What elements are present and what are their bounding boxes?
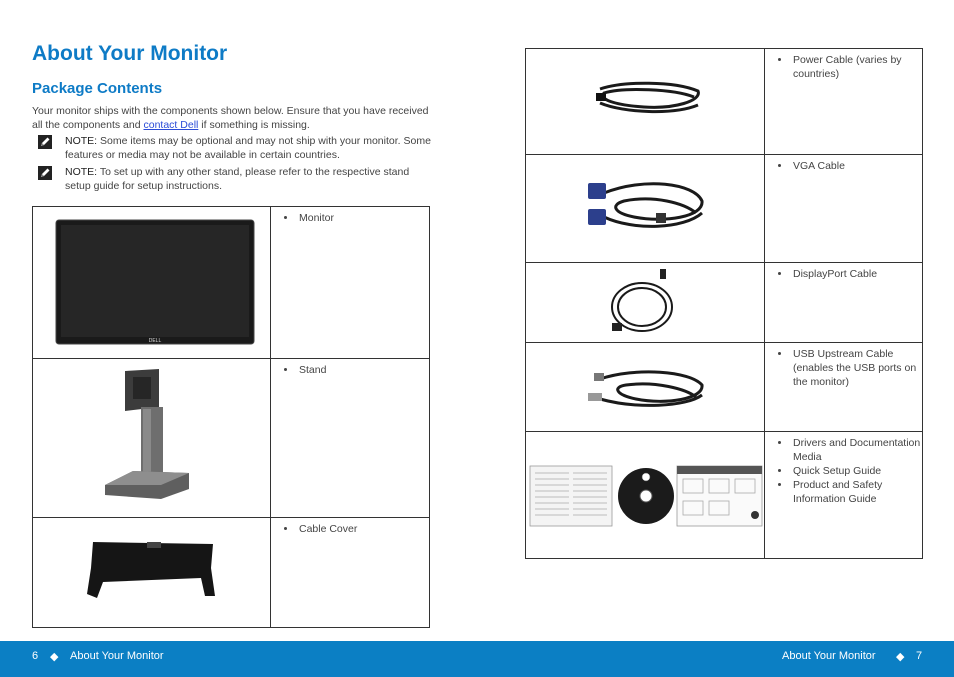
table-row — [526, 155, 923, 263]
list-item: • Cable Cover — [297, 522, 429, 536]
item-list — [271, 211, 429, 225]
item-list — [765, 267, 922, 281]
item-list — [765, 436, 922, 506]
list-item: • Drivers and Documentation Media — [791, 436, 922, 464]
page-title: About Your Monitor — [32, 42, 228, 65]
footer-diamond-icon: ◆ — [896, 651, 905, 663]
displayport-cable-image — [608, 267, 678, 339]
description-cell — [765, 155, 923, 263]
usb-upstream-cable-image — [586, 365, 706, 409]
image-cell — [526, 263, 765, 343]
note-pencil-icon — [38, 166, 52, 180]
package-contents-table-right — [525, 48, 923, 559]
note-text: To set up with any other stand, please refer to the respective stand setup guide for setup instructions. — [65, 166, 410, 192]
table-row — [33, 207, 430, 359]
item-list — [765, 53, 922, 81]
table-row — [526, 432, 923, 559]
table-row — [526, 263, 923, 343]
table-row — [33, 518, 430, 628]
note-label: NOTE: — [65, 166, 98, 178]
list-item: • USB Upstream Cable (enables the USB ports on the monitor) — [791, 347, 922, 389]
list-item: • Quick Setup Guide — [791, 464, 922, 478]
list-item: • Stand — [297, 363, 429, 377]
image-cell — [33, 359, 271, 518]
table-row — [526, 49, 923, 155]
item-list — [765, 347, 922, 389]
description-cell — [765, 432, 923, 559]
page-number-right: 7 — [916, 650, 923, 662]
package-contents-table-left — [32, 206, 430, 628]
note-text: Some items may be optional and may not ship with your monitor. Some features or media may not be available in certain countries. — [65, 135, 431, 161]
power-cable-image — [594, 79, 704, 119]
description-cell — [271, 359, 430, 518]
footer-label-left: About Your Monitor — [70, 650, 164, 662]
intro-paragraph — [32, 104, 432, 132]
list-item: • Product and Safety Information Guide — [791, 478, 922, 506]
note-pencil-icon — [38, 135, 52, 149]
note-other-stand — [32, 165, 432, 193]
intro-text-after: if something is missing. — [198, 119, 310, 131]
table-row — [33, 359, 430, 518]
vga-cable-image — [584, 173, 708, 237]
note-optional-items — [32, 134, 432, 162]
section-title: Package Contents — [32, 80, 163, 97]
list-item: • DisplayPort Cable — [791, 267, 922, 281]
list-item: • Monitor — [297, 211, 429, 225]
intro-text-before: Your monitor ships with the components shown below. Ensure that you have received all the components and — [32, 105, 429, 131]
footer-label-right: About Your Monitor — [782, 650, 876, 662]
image-cell — [526, 432, 765, 559]
page-number-left: 6 — [32, 650, 39, 662]
description-cell — [271, 207, 430, 359]
footer-diamond-icon: ◆ — [50, 651, 59, 663]
item-list — [271, 363, 429, 377]
description-cell — [765, 49, 923, 155]
image-cell — [33, 518, 271, 628]
description-cell — [271, 518, 430, 628]
item-list — [765, 159, 922, 173]
item-list — [271, 522, 429, 536]
documentation-media-image — [529, 465, 763, 527]
dell-logo-text: DELL — [148, 338, 162, 344]
note-label: NOTE: — [65, 135, 98, 147]
image-cell — [526, 49, 765, 155]
monitor-image — [55, 219, 255, 347]
page-footer — [0, 641, 954, 677]
contact-dell-link[interactable]: contact Dell — [143, 119, 199, 131]
stand-image — [103, 367, 195, 503]
table-row — [526, 343, 923, 432]
list-item: • Power Cable (varies by countries) — [791, 53, 922, 81]
description-cell — [765, 343, 923, 432]
image-cell — [526, 155, 765, 263]
list-item: • VGA Cable — [791, 159, 922, 173]
description-cell — [765, 263, 923, 343]
cable-cover-image — [85, 538, 219, 600]
image-cell — [33, 207, 271, 359]
image-cell — [526, 343, 765, 432]
